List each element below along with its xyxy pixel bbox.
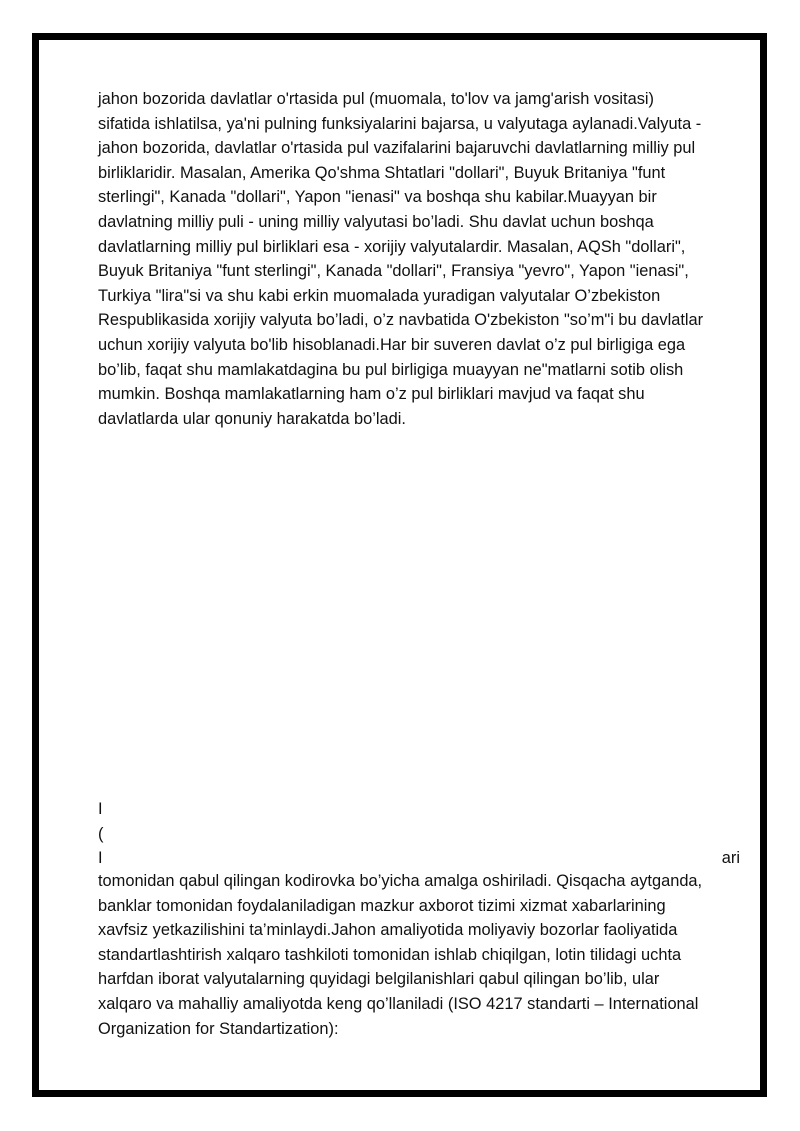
text-line: davlatlarda ular qonuniy harakatda bo’ladi. (98, 409, 406, 428)
text-line: Respublikasida xorijiy valyuta bo’ladi, o’z navbatida O'zbekiston "so’m"i bu davlatlar (98, 311, 704, 330)
text-line: tomonidan qabul qilingan kodirovka bo’yicha amalga oshiriladi. Qisqacha aytganda, (98, 872, 703, 890)
text-line: harfdan iborat valyutalarning quyidagi belgilanishlari qabul qilingan bo’lib, ular (98, 970, 660, 989)
text-line: Organization for Standartization): (98, 1019, 339, 1038)
obscured-line (98, 822, 740, 847)
text-line: Turkiya "lira"si va shu kabi erkin muomalada yuradigan valyutalar O’zbekiston (98, 286, 661, 305)
obscured-text-lines (98, 797, 740, 871)
obscured-line-fragment: I (98, 800, 103, 818)
text-line: mumkin. Boshqa mamlakatlarning ham o’z pul birliklari mavjud va faqat shu (98, 385, 645, 404)
text-line: Buyuk Britaniya "funt sterlingi", Kanada "dollari", Fransiya "yevro", Yapon "ienasi", (98, 262, 689, 281)
text-line: uchun xorijiy valyuta bo'lib hisoblanadi.Har bir suveren davlat o’z pul birligiga ega (98, 335, 686, 354)
text-line: standartlashtirish xalqaro tashkiloti tomonidan ishlab chiqilgan, lotin tilidagi uchta (98, 945, 682, 964)
text-line: birliklaridir. Masalan, Amerika Qo'shma Shtatlari "dollari", Buyuk Britaniya "funt (98, 163, 666, 182)
paragraph-currency-definition (98, 87, 740, 431)
text-line: davlatlarning milliy pul birliklari esa - xorijiy valyutalardir. Masalan, AQSh "dollari", (98, 237, 686, 256)
text-line: jahon bozorida davlatlar o'rtasida pul (muomala, to'lov va jamg'arish vositasi) (98, 90, 655, 108)
text-line: jahon bozorida, davlatlar o'rtasida pul vazifalarini bajaruvchi davlatlarning milliy pul (98, 139, 696, 158)
obscured-line-fragment: ari (721, 849, 740, 868)
text-line: sifatida ishlatilsa, ya'ni pulning funksiyalarini bajarsa, u valyutaga aylanadi.Valyuta - (98, 114, 702, 133)
text-line: xavfsiz yetkazilishini ta’minlaydi.Jahon amaliyotida moliyaviy bozorlar faoliyatida (98, 921, 678, 940)
text-line: banklar tomonidan foydalaniladigan mazkur axborot tizimi xizmat xabarlarining (98, 896, 666, 915)
text-line: bo’lib, faqat shu mamlakatdagina bu pul birligiga muayyan ne"matlarni sotib olish (98, 360, 684, 379)
obscured-line-fragment: ( (98, 824, 104, 843)
obscured-line-fragment: I (98, 849, 103, 868)
obscured-line (98, 797, 740, 822)
text-line: sterlingi", Kanada "dollari", Yapon "ienasi" va boshqa shu kabilar.Muayyan bir (98, 188, 657, 207)
text-line: xalqaro va mahalliy amaliyotda keng qo’llaniladi (ISO 4217 standarti – International (98, 994, 699, 1013)
obscured-line (98, 846, 740, 871)
text-line: davlatning milliy puli - uning milliy valyutasi bo’ladi. Shu davlat uchun boshqa (98, 212, 654, 231)
page-border (32, 33, 767, 1097)
paragraph-iso-4217 (98, 869, 740, 1041)
